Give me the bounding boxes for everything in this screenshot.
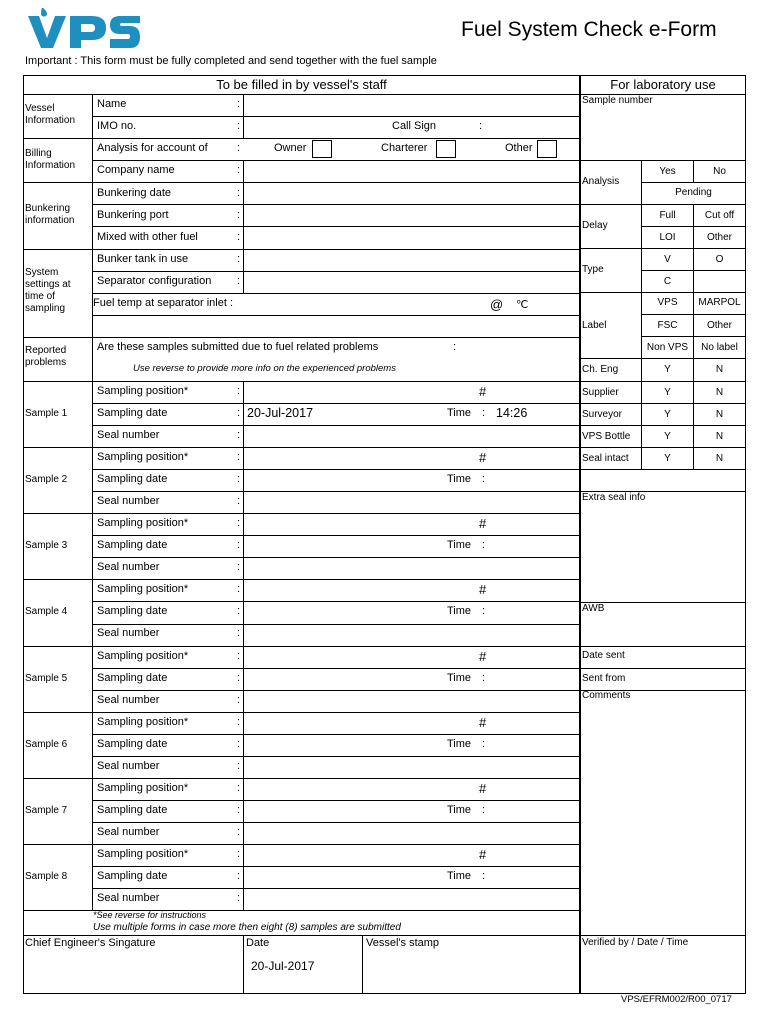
- colon: :: [237, 892, 241, 904]
- lab-label-vps[interactable]: VPS: [657, 297, 678, 308]
- sampling-position-label: Sampling position*: [97, 583, 189, 595]
- lab-sent-from-label: Sent from: [582, 673, 626, 684]
- time-label: Time: [447, 407, 472, 419]
- lab-check-no[interactable]: N: [715, 364, 724, 375]
- sampling-date-label: Sampling date: [97, 672, 168, 684]
- lab-extra-seal-label: Extra seal info: [582, 492, 646, 503]
- lab-type-v[interactable]: V: [664, 254, 671, 265]
- colon: :: [237, 716, 241, 728]
- staff-header: To be filled in by vessel's staff: [216, 77, 387, 92]
- sampling-position-label: Sampling position*: [97, 782, 189, 794]
- colon: :: [237, 98, 241, 110]
- lab-comments-field[interactable]: [581, 703, 744, 933]
- section-reported: Reported problems: [25, 345, 67, 368]
- colon: :: [237, 583, 241, 595]
- lab-extra-seal-field[interactable]: [581, 505, 744, 601]
- owner-label: Owner: [274, 142, 307, 154]
- fuel-temp-label: Fuel temp at separator inlet :: [93, 297, 234, 309]
- sampling-date-label: Sampling date: [97, 539, 168, 551]
- imo-input[interactable]: [245, 117, 385, 137]
- colon: :: [482, 804, 486, 816]
- lab-cut-off[interactable]: Cut off: [704, 210, 735, 221]
- vps-logo: [26, 8, 142, 50]
- lab-awb-label: AWB: [582, 603, 605, 614]
- celsius-unit: ℃: [516, 299, 529, 311]
- hash-sign: #: [479, 649, 487, 664]
- lab-pending[interactable]: Pending: [675, 187, 712, 198]
- lab-check-label: Supplier: [582, 387, 619, 398]
- colon: :: [237, 164, 241, 176]
- colon: :: [479, 120, 483, 132]
- time-label: Time: [447, 738, 472, 750]
- time-label: Time: [447, 539, 472, 551]
- colon: :: [482, 672, 486, 684]
- separator-label: Separator configuration: [97, 275, 212, 287]
- sampling-date-label: Sampling date: [97, 605, 168, 617]
- mixed-label: Mixed with other fuel: [97, 231, 198, 243]
- call-sign-input[interactable]: [486, 117, 578, 137]
- lab-delay-other[interactable]: Other: [706, 232, 732, 243]
- sampling-position-input[interactable]: [245, 779, 578, 799]
- sampling-position-input[interactable]: [245, 382, 578, 402]
- section-billing: Billing Information: [25, 148, 76, 171]
- seal-number-input[interactable]: [245, 492, 578, 512]
- lab-check-yes[interactable]: Y: [664, 364, 671, 375]
- charterer-label: Charterer: [381, 142, 428, 154]
- owner-checkbox[interactable]: [312, 140, 332, 158]
- lab-check-label: VPS Bottle: [582, 431, 631, 442]
- sample-label: Sample 8: [25, 871, 68, 882]
- company-label: Company name: [97, 164, 175, 176]
- colon: :: [237, 605, 241, 617]
- seal-number-input[interactable]: [245, 558, 578, 578]
- lab-label-fsc[interactable]: FSC: [657, 320, 678, 331]
- time-label: Time: [447, 605, 472, 617]
- sampling-position-label: Sampling position*: [97, 451, 189, 463]
- lab-check-yes[interactable]: Y: [664, 387, 671, 398]
- lab-label-label: Label: [582, 320, 607, 331]
- sample-label: Sample 7: [25, 805, 68, 816]
- colon: :: [237, 209, 241, 221]
- lab-check-label: Seal intact: [582, 453, 629, 464]
- name-input[interactable]: [245, 95, 578, 115]
- seal-number-label: Seal number: [97, 429, 160, 441]
- sampling-position-input[interactable]: [245, 845, 578, 865]
- lab-delay-label: Delay: [582, 220, 608, 231]
- colon: :: [237, 672, 241, 684]
- lab-label-marpol[interactable]: MARPOL: [698, 297, 741, 308]
- colon: :: [237, 826, 241, 838]
- seal-number-input[interactable]: [245, 757, 578, 777]
- hash-sign: #: [479, 384, 487, 399]
- doc-code: VPS/EFRM002/R00_0717: [621, 994, 732, 1005]
- lab-loi[interactable]: LOI: [659, 232, 676, 243]
- colon: :: [237, 804, 241, 816]
- sampling-date-label: Sampling date: [97, 473, 168, 485]
- mixed-input[interactable]: [245, 227, 578, 248]
- colon: :: [453, 341, 457, 353]
- sampling-time-value[interactable]: 14:26: [496, 406, 528, 420]
- colon: :: [482, 870, 486, 882]
- colon: :: [237, 385, 241, 397]
- bunkering-date-label: Bunkering date: [97, 187, 171, 199]
- hash-sign: #: [479, 516, 487, 531]
- bunkering-port-label: Bunkering port: [97, 209, 169, 221]
- lab-full[interactable]: Full: [659, 210, 676, 221]
- colon: :: [237, 870, 241, 882]
- imo-label: IMO no.: [97, 120, 137, 132]
- bunker-tank-label: Bunker tank in use: [97, 253, 189, 265]
- sampling-position-input[interactable]: [245, 448, 578, 468]
- colon: :: [237, 738, 241, 750]
- colon: :: [237, 473, 241, 485]
- seal-number-label: Seal number: [97, 561, 160, 573]
- sample-label: Sample 3: [25, 540, 68, 551]
- section-bunkering: Bunkering information: [25, 203, 75, 226]
- colon: :: [237, 407, 241, 419]
- seal-number-label: Seal number: [97, 495, 160, 507]
- seal-number-label: Seal number: [97, 760, 160, 772]
- lab-check-yes[interactable]: Y: [664, 431, 671, 442]
- seal-number-input[interactable]: [245, 823, 578, 843]
- colon: :: [237, 694, 241, 706]
- lab-yes[interactable]: Yes: [659, 166, 676, 177]
- time-label: Time: [447, 870, 472, 882]
- sampling-date-label: Sampling date: [97, 407, 168, 419]
- lab-check-no[interactable]: N: [715, 387, 724, 398]
- lab-label-other[interactable]: Other: [706, 320, 732, 331]
- colon: :: [482, 605, 486, 617]
- seal-number-label: Seal number: [97, 627, 160, 639]
- hash-sign: #: [479, 450, 487, 465]
- lab-check-no[interactable]: N: [715, 431, 724, 442]
- sampling-position-label: Sampling position*: [97, 650, 189, 662]
- colon: :: [482, 738, 486, 750]
- lab-date-sent-label: Date sent: [582, 650, 625, 661]
- important-note: Important : This form must be fully completed and send together with the fuel sample: [25, 55, 437, 67]
- sampling-position-label: Sampling position*: [97, 517, 189, 529]
- lab-type-o[interactable]: O: [715, 254, 724, 265]
- hash-sign: #: [479, 847, 487, 862]
- seal-number-label: Seal number: [97, 694, 160, 706]
- bunkering-port-input[interactable]: [245, 205, 578, 225]
- fuel-temp-input[interactable]: [245, 294, 485, 314]
- vessel-stamp-label: Vessel's stamp: [366, 937, 440, 949]
- colon: :: [237, 429, 241, 441]
- colon: :: [237, 650, 241, 662]
- colon: :: [237, 275, 241, 287]
- at-sign: @: [490, 297, 504, 312]
- time-label: Time: [447, 672, 472, 684]
- analysis-for-label: Analysis for account of: [97, 142, 208, 154]
- time-label: Time: [447, 804, 472, 816]
- form-title: Fuel System Check e-Form: [461, 18, 717, 41]
- colon: :: [482, 473, 486, 485]
- sampling-position-label: Sampling position*: [97, 848, 189, 860]
- bunkering-date-input[interactable]: [245, 183, 578, 203]
- lab-type-label: Type: [582, 264, 604, 275]
- sample-label: Sample 5: [25, 673, 68, 684]
- other-checkbox[interactable]: [537, 140, 557, 158]
- hash-sign: #: [479, 582, 487, 597]
- company-input[interactable]: [245, 161, 578, 181]
- lab-header: For laboratory use: [610, 77, 716, 92]
- bunker-tank-input[interactable]: [245, 250, 578, 270]
- sample-label: Sample 1: [25, 408, 68, 419]
- sampling-date-value[interactable]: 20-Jul-2017: [247, 406, 314, 420]
- seal-number-input[interactable]: [245, 426, 578, 446]
- chief-signature-field[interactable]: [25, 950, 241, 992]
- seal-number-label: Seal number: [97, 826, 160, 838]
- sample-label: Sample 2: [25, 474, 68, 485]
- colon: :: [237, 142, 241, 154]
- lab-check-yes[interactable]: Y: [664, 409, 671, 420]
- colon: :: [237, 561, 241, 573]
- sampling-position-label: Sampling position*: [97, 716, 189, 728]
- colon: :: [237, 451, 241, 463]
- sample-label: Sample 4: [25, 606, 68, 617]
- seal-number-input[interactable]: [245, 691, 578, 711]
- lab-sample-number-label: Sample number: [582, 95, 653, 106]
- lab-label-no-label[interactable]: No label: [701, 342, 738, 353]
- lab-verified-label: Verified by / Date / Time: [582, 937, 689, 948]
- sampling-position-input[interactable]: [245, 647, 578, 667]
- problems-question: Are these samples submitted due to fuel related problems: [97, 341, 379, 353]
- name-label: Name: [97, 98, 127, 110]
- seal-number-input[interactable]: [245, 889, 578, 909]
- hash-sign: #: [479, 715, 487, 730]
- colon: :: [482, 539, 486, 551]
- sampling-position-input[interactable]: [245, 514, 578, 534]
- colon: :: [237, 517, 241, 529]
- colon: :: [482, 407, 486, 419]
- sampling-date-label: Sampling date: [97, 870, 168, 882]
- seal-number-label: Seal number: [97, 892, 160, 904]
- charterer-checkbox[interactable]: [436, 140, 456, 158]
- lab-check-label: Surveyor: [582, 409, 623, 420]
- lab-no[interactable]: No: [713, 166, 726, 177]
- colon: :: [237, 231, 241, 243]
- vessel-stamp-field[interactable]: [365, 950, 577, 992]
- hash-sign: #: [479, 781, 487, 796]
- reverse-note: Use reverse to provide more info on the experienced problems: [133, 363, 396, 374]
- other-label: Other: [505, 142, 533, 154]
- lab-label-non-vps[interactable]: Non VPS: [646, 342, 689, 353]
- footnote-1: *See reverse for instructions: [93, 910, 207, 920]
- sampling-position-input[interactable]: [245, 580, 578, 600]
- lab-type-c[interactable]: C: [663, 276, 672, 287]
- colon: :: [237, 120, 241, 132]
- sampling-position-input[interactable]: [245, 713, 578, 733]
- colon: :: [237, 253, 241, 265]
- lab-check-no[interactable]: N: [715, 409, 724, 420]
- colon: :: [237, 539, 241, 551]
- time-label: Time: [447, 473, 472, 485]
- colon: :: [237, 782, 241, 794]
- colon: :: [237, 760, 241, 772]
- lab-analysis-label: Analysis: [582, 176, 620, 187]
- section-system: System settings at time of sampling: [25, 267, 71, 314]
- seal-number-input[interactable]: [245, 624, 578, 644]
- sample-label: Sample 6: [25, 739, 68, 750]
- lab-comments-label: Comments: [582, 690, 631, 701]
- footnote-2: Use multiple forms in case more then eight (8) samples are submitted: [93, 922, 401, 933]
- sampling-position-label: Sampling position*: [97, 385, 189, 397]
- lab-check-no[interactable]: N: [715, 453, 724, 464]
- signature-date-label: Date: [246, 937, 270, 949]
- colon: :: [237, 495, 241, 507]
- sampling-date-label: Sampling date: [97, 804, 168, 816]
- lab-check-yes[interactable]: Y: [664, 453, 671, 464]
- chief-signature-label: Chief Engineer's Singature: [25, 937, 156, 949]
- lab-check-label: Ch. Eng: [582, 364, 619, 375]
- signature-date-value[interactable]: 20-Jul-2017: [251, 959, 315, 973]
- colon: :: [237, 627, 241, 639]
- system-extra-input[interactable]: [94, 316, 578, 336]
- call-sign-label: Call Sign: [392, 120, 437, 132]
- colon: :: [237, 848, 241, 860]
- sampling-date-label: Sampling date: [97, 738, 168, 750]
- section-vessel: Vessel Information: [25, 103, 76, 126]
- colon: :: [237, 187, 241, 199]
- separator-input[interactable]: [245, 272, 578, 292]
